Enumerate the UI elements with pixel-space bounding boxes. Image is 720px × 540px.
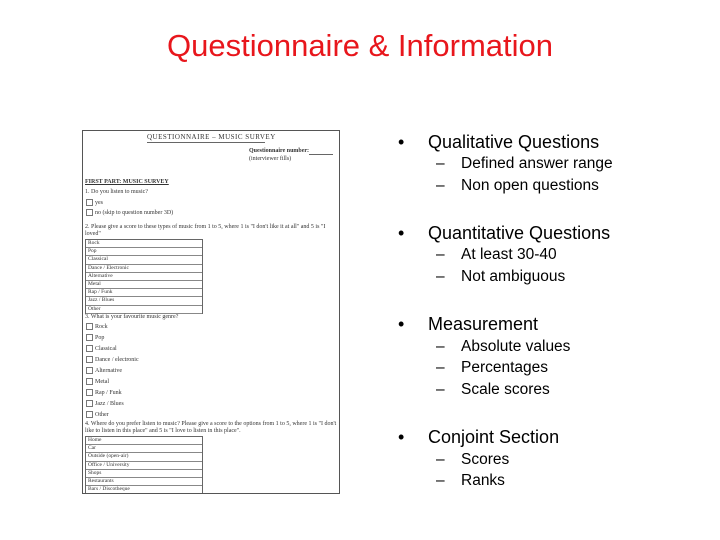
dash-icon: –	[436, 268, 445, 285]
sub-bullet-label: Ranks	[461, 472, 505, 489]
doc-q2-table	[85, 239, 203, 314]
doc-q3-opt: Metal	[95, 379, 109, 385]
dash-icon: –	[436, 177, 445, 194]
doc-table-row: Restaurants	[86, 478, 202, 486]
doc-checkbox	[86, 411, 93, 418]
doc-q1-opt: no (skip to question number 3D)	[95, 210, 174, 216]
doc-table-row: Office / University	[86, 462, 202, 470]
bullet-label: Measurement	[428, 314, 539, 334]
doc-checkbox	[86, 323, 93, 330]
doc-q3-opt: Alternative	[95, 368, 122, 374]
slide-title: Questionnaire & Information	[167, 28, 553, 63]
doc-q2: 2. Please give a score to these types of music from 1 to 5, where 1 is "I don't like it at all" and 5 is "I loved"	[85, 224, 326, 237]
bullet-icon: •	[398, 427, 405, 447]
bullet-icon: •	[398, 132, 405, 152]
sub-bullet-label: Not ambiguous	[461, 268, 566, 285]
doc-table-row: Home	[86, 437, 202, 445]
sub-bullet-label: At least 30-40	[461, 246, 557, 263]
doc-table-row: Bars / Discotheque	[86, 486, 202, 494]
doc-heading-rule	[147, 142, 265, 143]
dash-icon: –	[436, 246, 445, 263]
doc-table-row: Shops	[86, 470, 202, 478]
sub-bullet-label: Absolute values	[461, 338, 571, 355]
doc-checkbox	[86, 199, 93, 206]
sub-bullet-label: Scores	[461, 451, 510, 468]
dash-icon: –	[436, 381, 445, 398]
sub-bullet-label: Percentages	[461, 359, 549, 376]
sub-bullet-label: Scale scores	[461, 381, 550, 398]
doc-number-label: Questionnaire number:	[249, 148, 310, 154]
doc-q1-opt: yes	[95, 200, 103, 206]
doc-q4-table	[85, 436, 203, 494]
doc-checkbox	[86, 345, 93, 352]
doc-q4: 4. Where do you prefer listen to music? Please give a score to the options from 1 to 5, where 1 is "I don't like to listen in this place" and 5 is "I love to listen in this place".	[85, 421, 337, 434]
doc-number-sub: (interviewer fills)	[249, 156, 292, 162]
doc-table-row: Metal	[86, 281, 202, 289]
doc-checkbox	[86, 356, 93, 363]
dash-icon: –	[436, 472, 445, 489]
doc-q3-opt: Other	[95, 412, 109, 418]
doc-q3-opt: Jazz / Blues	[95, 401, 124, 407]
doc-checkbox	[86, 209, 93, 216]
doc-table-row: Alternative	[86, 273, 202, 281]
doc-section-title: FIRST PART: MUSIC SURVEY	[85, 179, 169, 185]
bullet-label: Conjoint Section	[428, 427, 560, 447]
questionnaire-image	[82, 130, 340, 494]
dash-icon: –	[436, 359, 445, 376]
bullet-icon: •	[398, 314, 405, 334]
doc-table-row: Dance / Electronic	[86, 265, 202, 273]
doc-q3-opt: Dance / electronic	[95, 357, 139, 363]
doc-checkbox	[86, 378, 93, 385]
dash-icon: –	[436, 338, 445, 355]
bullet-icon: •	[398, 223, 405, 243]
doc-checkbox	[86, 334, 93, 341]
doc-q1: 1. Do you listen to music?	[85, 189, 148, 195]
doc-table-row: Outside (open-air)	[86, 453, 202, 461]
doc-table-row: Jazz / Blues	[86, 297, 202, 305]
doc-table-row: Other	[86, 306, 202, 314]
doc-number-line	[309, 154, 333, 155]
bullet-label: Qualitative Questions	[428, 132, 600, 152]
sub-bullet-label: Defined answer range	[461, 155, 613, 172]
doc-q3: 3. What is your favourite music genre?	[85, 314, 179, 320]
sub-bullet-label: Non open questions	[461, 177, 599, 194]
doc-table-row: Car	[86, 445, 202, 453]
doc-checkbox	[86, 367, 93, 374]
doc-q3-opt: Pop	[95, 335, 105, 341]
doc-q3-opt: Classical	[95, 346, 117, 352]
doc-checkbox	[86, 400, 93, 407]
doc-q3-opt: Rap / Funk	[95, 390, 122, 396]
dash-icon: –	[436, 451, 445, 468]
doc-table-row: Rap / Funk	[86, 289, 202, 297]
doc-checkbox	[86, 389, 93, 396]
dash-icon: –	[436, 155, 445, 172]
doc-table-row: Classical	[86, 256, 202, 264]
doc-heading: QUESTIONNAIRE – MUSIC SURVEY	[147, 133, 276, 141]
doc-q3-opt: Rock	[95, 324, 108, 330]
bullet-label: Quantitative Questions	[428, 223, 611, 243]
doc-table-row: Pop	[86, 248, 202, 256]
doc-table-row: Rock	[86, 240, 202, 248]
